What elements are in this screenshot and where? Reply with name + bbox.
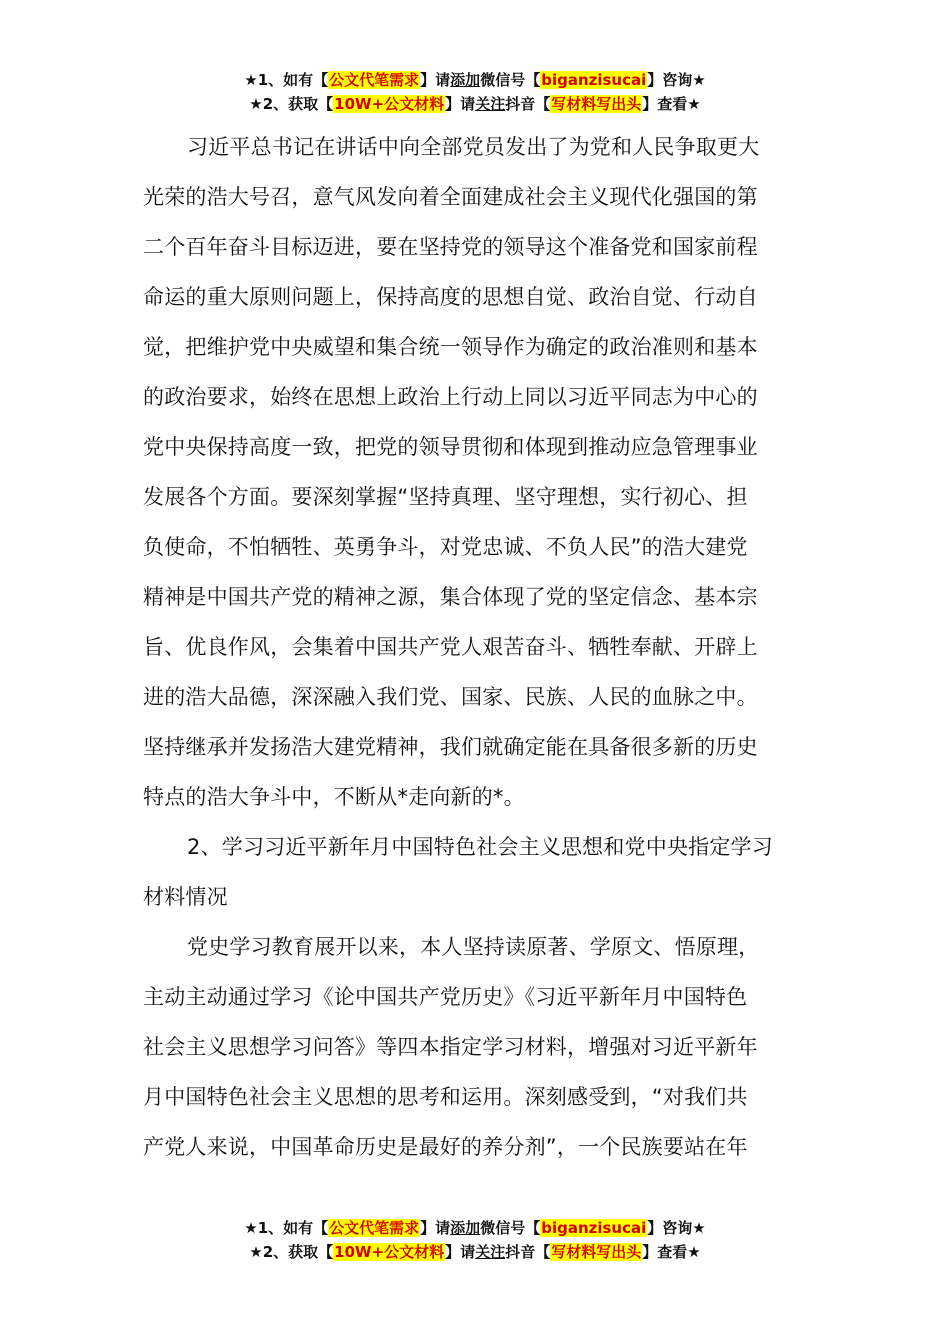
text-line: 发展各个方面。要深刻掌握“坚持真理、坚守理想，实行初心、担: [143, 485, 748, 509]
text-line: 觉，把维护党中央威望和集合统一领导作为确定的政治准则和基本: [143, 335, 758, 359]
promo-line-2: ★2、获取【10W+公文材料】请关注抖音【写材料写出头】查看★: [249, 95, 701, 113]
star-icon: ★: [692, 71, 706, 89]
text-line: 社会主义思想学习问答》等四本指定学习材料，增强对习近平新年: [143, 1035, 758, 1059]
text-line: 习近平总书记在讲话中向全部党员发出了为党和人民争取更大: [187, 135, 760, 159]
promo-line-1: ★1、如有【公文代笔需求】请添加微信号【biganzisucai】咨询★: [244, 1219, 706, 1237]
highlight-douyin-account: 写材料写出头: [551, 1243, 642, 1261]
text-line: 二个百年奋斗目标迈进，要在坚持党的领导这个准备党和国家前程: [143, 235, 758, 259]
star-icon: ★: [687, 95, 701, 113]
heading-line: 材料情况: [143, 885, 228, 909]
promo-banner-top: [0, 68, 950, 116]
highlight-materials: 10W+公文材料: [334, 1243, 445, 1261]
paragraph-1: [143, 122, 807, 822]
text-line: 命运的重大原则问题上，保持高度的思想自觉、政治自觉、行动自: [143, 285, 758, 309]
text-line: 负使命，不怕牺牲、英勇争斗，对党忠诚、不负人民”的浩大建党: [143, 535, 748, 559]
text-line: 光荣的浩大号召，意气风发向着全面建成社会主义现代化强国的第: [143, 185, 758, 209]
highlight-wechat-id: biganzisucai: [541, 71, 647, 89]
text-line: 特点的浩大争斗中，不断从*走向新的*。: [143, 785, 525, 809]
paragraph-3: [143, 922, 807, 1172]
star-icon: ★: [249, 1243, 263, 1261]
highlight-service: 公文代笔需求: [329, 1219, 420, 1237]
text-line: 的政治要求，始终在思想上政治上行动上同以习近平同志为中心的: [143, 385, 758, 409]
section-heading-2: [143, 822, 807, 922]
text-line: 精神是中国共产党的精神之源，集合体现了党的坚定信念、基本宗: [143, 585, 758, 609]
promo-banner-bottom: [0, 1216, 950, 1264]
document-body: [143, 122, 807, 1172]
highlight-materials: 10W+公文材料: [334, 95, 445, 113]
star-icon: ★: [244, 1219, 258, 1237]
text-line: 坚持继承并发扬浩大建党精神，我们就确定能在具备很多新的历史: [143, 735, 758, 759]
star-icon: ★: [244, 71, 258, 89]
heading-line: 2、学习习近平新年月中国特色社会主义思想和党中央指定学习: [187, 835, 773, 859]
text-line: 旨、优良作风，会集着中国共产党人艰苦奋斗、牺牲奉献、开辟上: [143, 635, 758, 659]
star-icon: ★: [687, 1243, 701, 1261]
star-icon: ★: [249, 95, 263, 113]
text-line: 进的浩大品德，深深融入我们党、国家、民族、人民的血脉之中。: [143, 685, 758, 709]
star-icon: ★: [692, 1219, 706, 1237]
highlight-service: 公文代笔需求: [329, 71, 420, 89]
text-line: 主动主动通过学习《论中国共产党历史》《习近平新年月中国特色: [143, 985, 748, 1009]
highlight-wechat-id: biganzisucai: [541, 1219, 647, 1237]
text-line: 党史学习教育展开以来，本人坚持读原著、学原文、悟原理，: [187, 935, 760, 959]
text-line: 党中央保持高度一致，把党的领导贯彻和体现到推动应急管理事业: [143, 435, 758, 459]
text-line: 月中国特色社会主义思想的思考和运用。深刻感受到，“对我们共: [143, 1085, 748, 1109]
text-line: 产党人来说，中国革命历史是最好的养分剂”，一个民族要站在年: [143, 1135, 748, 1159]
promo-line-2: ★2、获取【10W+公文材料】请关注抖音【写材料写出头】查看★: [249, 1243, 701, 1261]
promo-line-1: ★1、如有【公文代笔需求】请添加微信号【biganzisucai】咨询★: [244, 71, 706, 89]
highlight-douyin-account: 写材料写出头: [551, 95, 642, 113]
